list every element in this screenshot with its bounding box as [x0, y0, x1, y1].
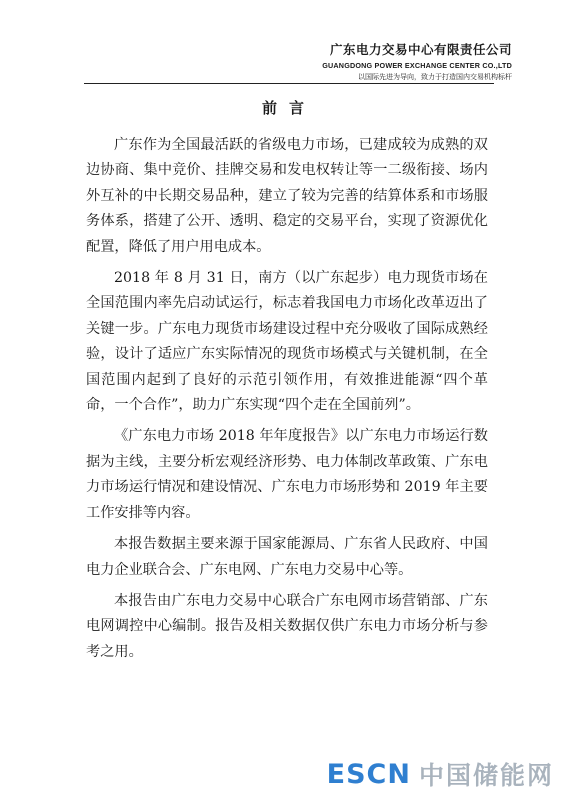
paragraph-5: 本报告由广东电力交易中心联合广东电网市场营销部、广东电网调控中心编制。报告及相关数据仅供广东电力市场分析与参考之用。 [86, 592, 488, 660]
document-body [86, 133, 488, 671]
watermark [327, 756, 554, 792]
watermark-text: 中国储能网 [418, 761, 554, 790]
paragraph-1: 广东作为全国最活跃的省级电力市场，已建成较为成熟的双边协商、集中竞价、挂牌交易和发电权转让等一二级衔接、场内外互补的中长期交易品种，建立了较为完善的结算体系和市场服务体系，搭建了公开、透明、稳定的交易平台，实现了资源优化配置，降低了用户用电成本。 [86, 137, 488, 255]
paragraph-2: 2018 年 8 月 31 日，南方（以广东起步）电力现货市场在全国范围内率先启动试运行，标志着我国电力市场化改革迈出了关键一步。广东电力现货市场建设过程中充分吸收了国际成熟经验，设计了适应广东实际情况的现货市场模式与关键机制，在全国范围内起到了良好的示范引领作用，有效推进能源“四个革命，一个合作”，助力广东实现“四个走在全国前列”。 [86, 270, 488, 414]
company-slogan: 以国际先进为导向，致力于打造国内交易机构标杆 [358, 73, 512, 81]
paragraph-3: 《广东电力市场 2018 年年度报告》以广东电力市场运行数据为主线，主要分析宏观经济形势、电力体制改革政策、广东电力市场运行情况和建设情况、广东电力市场形势和 2019 年主要工作安排等内容。 [86, 428, 488, 521]
paragraph-4: 本报告数据主要来源于国家能源局、广东省人民政府、中国电力企业联合会、广东电网、广东电力交易中心等。 [86, 536, 488, 578]
company-name-cn: 广东电力交易中心有限责任公司 [329, 42, 512, 57]
company-name-en: GUANGDONG POWER EXCHANGE CENTER CO.,LTD [322, 61, 512, 70]
header-divider [84, 83, 494, 84]
watermark-logo: ESCN [326, 758, 411, 790]
page-title: 前言 [261, 99, 316, 117]
page-header [272, 40, 512, 82]
